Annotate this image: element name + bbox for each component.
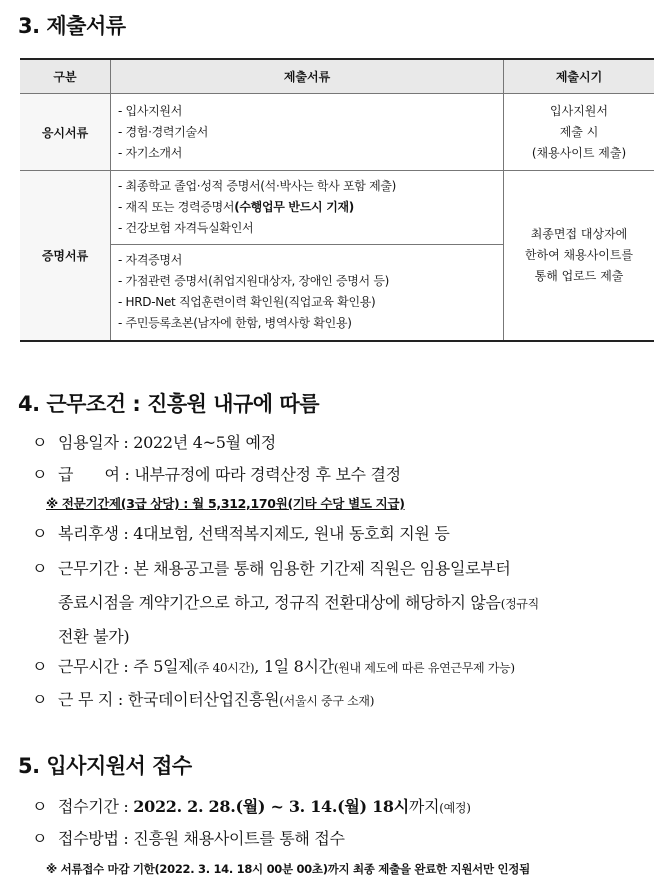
list-item: - 최종학교 졸업·성적 증명서(석·박사는 학사 포함 제출): [118, 179, 397, 193]
bullet: ㅇ: [32, 433, 48, 452]
header-documents: 제출서류: [111, 59, 504, 94]
list-item-location: [32, 687, 374, 710]
table-row: [20, 94, 654, 171]
list-item-emphasis: (수행업무 반드시 기재): [234, 200, 354, 214]
timing-line: 입사지원서: [550, 103, 608, 118]
section-4-title: 4. 근무조건 : 진흥원 내규에 따름: [18, 392, 319, 416]
deadline-note: ※ 서류접수 마감 기한(2022. 3. 14. 18시 00분 00초)까지 최종 제출을 완료한 지원서만 인정됨: [46, 862, 530, 876]
bullet: ㅇ: [32, 559, 48, 578]
table-row: [20, 171, 654, 245]
method-text: 접수방법 : 진흥원 채용사이트를 통해 접수: [58, 829, 345, 848]
row-timing: [504, 94, 655, 171]
location-text: 근 무 지 : 한국데이터산업진흥원: [58, 690, 280, 709]
list-item: - 자기소개서: [118, 145, 183, 160]
period-value: 2022. 2. 28.(월) ~ 3. 14.(월) 18시: [133, 797, 409, 816]
list-item-period: [32, 556, 511, 579]
section-3-title: 3. 제출서류: [18, 14, 126, 38]
bullet: ㅇ: [32, 465, 48, 484]
list-item-application-method: [32, 826, 345, 849]
bullet: ㅇ: [32, 657, 48, 676]
list-item: - 입사지원서: [118, 103, 183, 118]
bullet: ㅇ: [32, 797, 48, 816]
list-item-welfare: [32, 521, 449, 544]
list-item: - 건강보험 자격득실확인서: [118, 221, 254, 235]
list-item-start-date: [32, 430, 276, 453]
documents-table: [20, 58, 654, 342]
timing-line: (채용사이트 제출): [531, 145, 627, 160]
period-label: 접수기간 :: [58, 797, 134, 816]
list-item: - 가점관련 증명서(취업지원대상자, 장애인 증명서 등): [118, 274, 390, 289]
header-timing: 제출시기: [504, 59, 655, 94]
list-item: - HRD-Net 직업훈련이력 확인원(직업교육 확인용): [118, 295, 376, 310]
hours-text: 근무시간 : 주 5일제: [58, 657, 194, 676]
period-text-2: 종료시점을 계약기간으로 하고, 정규직 전환대상에 해당하지 않음: [58, 593, 501, 612]
timing-line: 통해 업로드 제출: [534, 268, 624, 283]
bullet: ㅇ: [32, 690, 48, 709]
timing-line: 제출 시: [559, 124, 599, 139]
row-documents-a: [111, 171, 504, 245]
section-5-title: 5. 입사지원서 접수: [18, 754, 192, 778]
salary-text: 급 여 : 내부규정에 따라 경력산정 후 보수 결정: [58, 465, 401, 484]
period-continuation: [58, 590, 658, 613]
header-category: 구분: [20, 59, 111, 94]
list-item: [118, 197, 497, 218]
welfare-text: 복리후생 : 4대보험, 선택적복지제도, 원내 동호회 지원 등: [58, 524, 450, 543]
start-date-text: 임용일자 : 2022년 4~5월 예정: [58, 433, 276, 452]
timing-line: 한하여 채용사이트를: [524, 247, 634, 262]
period-continuation-2: 전환 불가): [58, 627, 130, 646]
period-suffix: 까지: [408, 797, 440, 816]
bullet: ㅇ: [32, 524, 48, 543]
table-header-row: [20, 59, 654, 94]
bullet: ㅇ: [32, 829, 48, 848]
period-small: (예정): [439, 801, 471, 815]
list-item: - 경험·경력기술서: [118, 124, 209, 139]
hours-small-2: (원내 제도에 따른 유연근무제 가능): [333, 661, 515, 675]
row-category: 증명서류: [20, 171, 111, 341]
list-item-application-period: [32, 794, 471, 817]
hours-text-2: , 1일 8시간: [254, 657, 334, 676]
row-documents-b: [111, 245, 504, 341]
list-item: - 주민등록초본(남자에 한함, 병역사항 확인용): [118, 316, 352, 331]
hours-small: (주 40시간): [193, 661, 255, 675]
row-category: 응시서류: [20, 94, 111, 171]
period-text: 근무기간 : 본 채용공고를 통해 임용한 기간제 직원은 임용일로부터: [58, 559, 511, 578]
list-item-hours: [32, 654, 515, 677]
period-text-2-small: (정규직: [500, 597, 539, 611]
list-item: - 자격증명서: [118, 253, 183, 268]
list-item-text: - 재직 또는 경력증명서: [118, 200, 235, 214]
salary-note: ※ 전문기간제(3급 상당) : 월 5,312,170원(기타 수당 별도 지급): [46, 496, 405, 511]
row-timing: [504, 171, 655, 341]
list-item-salary: [32, 462, 401, 485]
row-documents: [111, 94, 504, 171]
location-small: (서울시 중구 소재): [279, 694, 375, 708]
timing-line: 최종면접 대상자에: [530, 226, 628, 241]
